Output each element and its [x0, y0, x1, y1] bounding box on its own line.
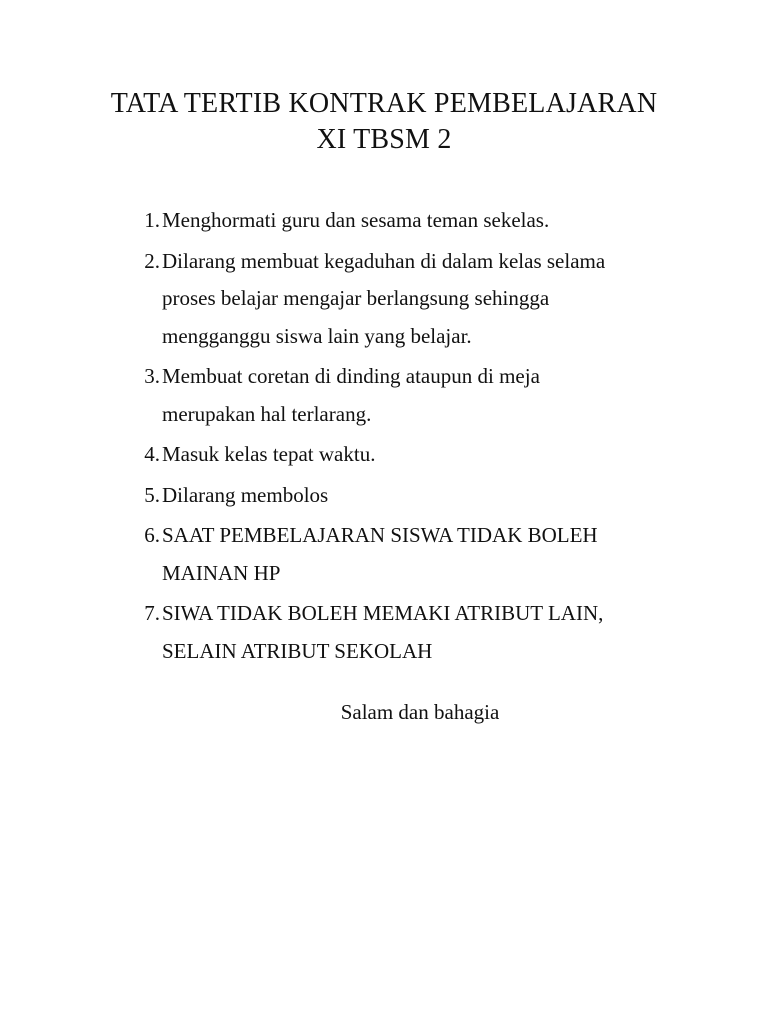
rule-item-3: [130, 358, 690, 433]
rule-number: 1.: [144, 208, 160, 232]
rule-text-line: SELAIN ATRIBUT SEKOLAH: [162, 638, 433, 663]
title-line-2: XI TBSM 2: [316, 124, 452, 155]
rule-text-line: Menghormati guru dan sesama teman sekelas.: [162, 208, 550, 232]
rule-item-1: [130, 202, 690, 240]
rule-item-7: [130, 595, 690, 670]
rule-text-line: SIWA TIDAK BOLEH MEMAKI ATRIBUT LAIN,: [162, 601, 604, 625]
rule-item-6: [130, 517, 690, 592]
rule-text-line: proses belajar mengajar berlangsung sehingga: [162, 286, 550, 310]
rule-text-line: SAAT PEMBELAJARAN SISWA TIDAK BOLEH: [162, 523, 598, 547]
title-line-1: TATA TERTIB KONTRAK PEMBELAJARAN: [110, 88, 658, 119]
rule-number: 5.: [144, 482, 160, 507]
rule-number: 4.: [144, 442, 160, 466]
rule-text-line: merupakan hal terlarang.: [162, 401, 372, 426]
rule-text-line: Dilarang membuat kegaduhan di dalam kelas selama: [162, 248, 606, 273]
closing-text: Salam dan bahagia: [340, 700, 500, 724]
rule-text-line: Masuk kelas tepat waktu.: [162, 442, 376, 466]
rule-text-line: mengganggu siswa lain yang belajar.: [162, 323, 472, 348]
rules-list: [130, 202, 690, 673]
rule-number: 7.: [144, 601, 160, 625]
rule-item-5: [130, 477, 690, 515]
rule-item-2: [130, 243, 690, 356]
rule-number: 6.: [144, 523, 160, 547]
rule-item-4: [130, 436, 690, 474]
rule-text-line: Dilarang membolos: [162, 482, 329, 507]
rule-text-line: MAINAN HP: [162, 560, 281, 585]
rule-number: 3.: [144, 364, 160, 388]
rule-text-line: Membuat coretan di dinding ataupun di meja: [162, 364, 540, 388]
document-title: [0, 86, 768, 158]
rule-number: 2.: [144, 248, 160, 273]
